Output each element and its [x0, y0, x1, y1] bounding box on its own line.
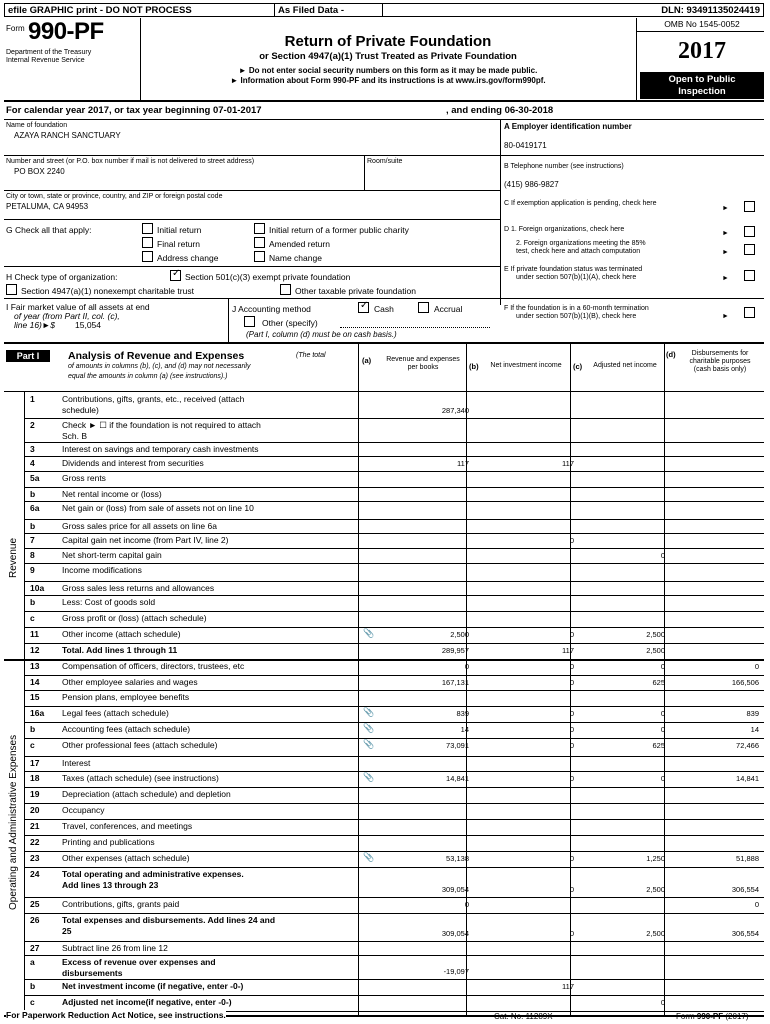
col-a-tag: (a): [362, 356, 372, 365]
col-b-tag: (b): [469, 362, 479, 371]
footer-form-year: (2017): [725, 1012, 749, 1021]
f-checkbox[interactable]: [744, 307, 755, 318]
open-line1: Open to Public: [668, 74, 736, 85]
col-a-value: 839: [456, 709, 469, 718]
initial-return-former-label: Initial return of a former public charity: [269, 225, 409, 235]
table-row: [4, 627, 764, 643]
table-row: [4, 690, 764, 706]
col-b-value: 117: [562, 646, 574, 655]
f-label-a: F If the foundation is in a 60-month termination: [504, 305, 649, 312]
row-line-number: 25: [30, 899, 40, 909]
e-label-a: E If private foundation status was terminated: [504, 266, 643, 273]
row-line-number: 2: [30, 420, 35, 430]
part1-note1: (The total: [296, 352, 326, 359]
table-row: [4, 501, 764, 519]
irs-label: Internal Revenue Service: [6, 57, 85, 64]
name-change-label: Name change: [269, 253, 322, 263]
banner-dln: DLN: 93491135024419: [661, 4, 760, 16]
cash-label: Cash: [374, 304, 394, 314]
table-row: [4, 867, 764, 897]
col-d-header: Disbursements for charitable purposes (cash basis only): [689, 350, 751, 373]
table-row: [4, 595, 764, 611]
col-c-value: 2,500: [646, 646, 665, 655]
row-line-number: b: [30, 521, 36, 531]
col-a-value: 53,138: [446, 854, 469, 863]
d1-checkbox[interactable]: [744, 226, 755, 237]
row-description: Depreciation (attach schedule) and depletion: [62, 789, 231, 799]
city-value: PETALUMA, CA 94953: [6, 202, 89, 211]
open-line2: Inspection: [678, 86, 726, 97]
table-row: [4, 897, 764, 913]
d2-label-b: test, check here and attach computation: [516, 248, 641, 255]
side-expenses: Operating and Administrative Expenses: [8, 734, 19, 910]
h-other-label: Other taxable private foundation: [295, 286, 416, 296]
part1-note2: of amounts in columns (b), (c), and (d) may not necessarily: [68, 363, 251, 370]
row-description: Excess of revenue over expenses and disbursements: [62, 957, 216, 978]
table-row: [4, 533, 764, 548]
accrual-label: Accrual: [434, 304, 463, 314]
row-line-number: 7: [30, 535, 35, 545]
i-line1: I Fair market value of all assets at end: [6, 302, 150, 312]
checkmark-icon: ✓: [172, 268, 181, 279]
table-row: [4, 563, 764, 581]
col-b-value: 117: [562, 982, 574, 991]
col-a-value: 0: [464, 900, 469, 909]
tax-year: 2017: [678, 38, 726, 64]
row-description: Other professional fees (attach schedule): [62, 740, 218, 750]
col-a-value: -19,097: [443, 967, 469, 976]
row-description: Contributions, gifts, grants, etc., received (attach schedule): [62, 394, 245, 415]
row-line-number: b: [30, 981, 36, 991]
c-exemption-label: C If exemption application is pending, check here: [504, 200, 657, 207]
table-row: [4, 787, 764, 803]
row-line-number: a: [30, 957, 35, 967]
col-a-value: 289,957: [441, 646, 469, 655]
row-description: Taxes (attach schedule) (see instructions): [62, 773, 219, 783]
row-description: Other income (attach schedule): [62, 629, 181, 639]
calendar-year: For calendar year 2017, or tax year beginning 07-01-2017: [6, 105, 262, 116]
table-row: [4, 771, 764, 787]
table-row: [4, 756, 764, 771]
f-label-b: under section 507(b)(1)(B), check here: [516, 313, 637, 320]
table-row: [4, 941, 764, 955]
attachment-icon[interactable]: 📎: [363, 723, 375, 733]
info-line: ► Information about Form 990-PF and its instructions is at www.irs.gov/form990pf.: [230, 76, 546, 85]
ein-label: A Employer identification number: [504, 122, 632, 131]
amended-return-checkbox[interactable]: [254, 237, 265, 248]
row-description: Net gain or (loss) from sale of assets not on line 10: [62, 503, 254, 513]
col-a-value: 287,340: [441, 406, 469, 415]
row-line-number: 3: [30, 444, 35, 454]
side-revenue: Revenue: [8, 537, 19, 578]
table-row: [4, 979, 764, 995]
col-c-value: 0: [660, 725, 665, 734]
form-prefix: Form: [6, 24, 25, 33]
footer-form-label: [676, 1012, 749, 1021]
col-d-value: 14: [750, 725, 759, 734]
table-row: [4, 722, 764, 738]
row-line-number: 18: [30, 773, 40, 783]
col-c-value: 1,250: [646, 854, 665, 863]
col-d-value: 839: [746, 709, 759, 718]
row-description: Contributions, gifts, grants paid: [62, 899, 180, 909]
col-a-value: 309,054: [441, 885, 469, 894]
street-label: Number and street (or P.O. box number if mail is not delivered to street address): [6, 158, 255, 165]
col-b-value: 0: [569, 630, 574, 639]
col-a-value: 167,131: [441, 678, 469, 687]
table-row: [4, 456, 764, 471]
col-a-value: 309,054: [441, 929, 469, 938]
f-arrow-icon: ►: [722, 313, 729, 320]
row-description: Total expenses and disbursements. Add lines 24 and 25: [62, 915, 276, 936]
row-description: Gross rents: [62, 473, 106, 483]
checkmark-icon: ✓: [360, 300, 369, 311]
col-d-value: 51,888: [736, 854, 759, 863]
row-line-number: 14: [30, 677, 40, 687]
row-line-number: 21: [30, 821, 40, 831]
form-subtitle: or Section 4947(a)(1) Trust Treated as Private Foundation: [259, 51, 517, 62]
row-description: Interest on savings and temporary cash investments: [62, 444, 259, 454]
col-c-value: 0: [660, 709, 665, 718]
col-b-value: 0: [569, 678, 574, 687]
e-arrow-icon: ►: [722, 275, 729, 282]
initial-return-former-checkbox[interactable]: [254, 223, 265, 234]
address-change-checkbox[interactable]: [142, 251, 153, 262]
row-description: Compensation of officers, directors, trustees, etc: [62, 661, 245, 671]
col-c-value: 0: [660, 774, 665, 783]
row-description: Gross sales price for all assets on line 6a: [62, 521, 217, 531]
row-line-number: 16a: [30, 708, 45, 718]
row-line-number: 27: [30, 943, 40, 953]
table-row: [4, 519, 764, 533]
h-4947-checkbox[interactable]: [6, 284, 17, 295]
street-value: PO BOX 2240: [14, 167, 65, 176]
final-return-checkbox[interactable]: [142, 237, 153, 248]
row-line-number: 12: [30, 645, 40, 655]
cash-basis-note: (Part I, column (d) must be on cash basis.): [246, 330, 397, 339]
table-row: [4, 487, 764, 501]
attachment-icon[interactable]: 📎: [363, 739, 375, 749]
other-method-checkbox[interactable]: [244, 316, 255, 327]
table-row: [4, 548, 764, 563]
open-to-public-badge: [640, 72, 764, 99]
form-number: 990-PF: [28, 18, 104, 45]
g-label: G Check all that apply:: [6, 225, 92, 235]
row-line-number: b: [30, 489, 36, 499]
col-b-value: 0: [569, 885, 574, 894]
d2-label-a: 2. Foreign organizations meeting the 85%: [516, 240, 646, 247]
row-line-number: 11: [30, 629, 39, 639]
col-c-value: 2,500: [646, 929, 665, 938]
table-row: [4, 611, 764, 627]
col-a-value: 73,091: [446, 741, 469, 750]
col-d-value: 306,554: [731, 885, 759, 894]
address-change-label: Address change: [157, 253, 219, 263]
part1-title: Analysis of Revenue and Expenses: [68, 350, 245, 362]
table-row: [4, 706, 764, 722]
row-line-number: 22: [30, 837, 40, 847]
col-c-tag: (c): [573, 362, 583, 371]
table-row: [4, 418, 764, 442]
row-description: Check ► ☐ if the foundation is not required to attach Sch. B: [62, 420, 261, 441]
table-row: [4, 471, 764, 487]
table-row: [4, 819, 764, 835]
attachment-icon[interactable]: 📎: [363, 772, 375, 782]
fmv-value: 15,054: [75, 320, 101, 330]
i-line3: line 16)►$: [14, 320, 56, 330]
table-row: [4, 995, 764, 1011]
col-a-value: 2,500: [450, 630, 469, 639]
col-d-value: 0: [754, 900, 759, 909]
row-line-number: c: [30, 997, 35, 1007]
col-c-value: 2,500: [646, 630, 665, 639]
col-d-tag: (d): [666, 350, 676, 359]
row-description: Gross profit or (loss) (attach schedule): [62, 613, 207, 623]
c-arrow-icon: ►: [722, 205, 729, 212]
col-b-header: Net investment income: [490, 362, 562, 369]
row-line-number: 8: [30, 550, 35, 560]
j-label: J Accounting method: [232, 304, 311, 314]
row-line-number: 15: [30, 692, 40, 702]
row-line-number: 19: [30, 789, 40, 799]
row-description: Pension plans, employee benefits: [62, 692, 190, 702]
phone-label: B Telephone number (see instructions): [504, 163, 624, 170]
footer-form-prefix: Form: [676, 1012, 695, 1021]
attachment-icon[interactable]: 📎: [363, 628, 375, 638]
col-d-value: 72,466: [736, 741, 759, 750]
table-row: [4, 643, 764, 659]
banner-mid: As Filed Data -: [275, 4, 383, 16]
col-b-value: 0: [569, 662, 574, 671]
h-501c3-label: Section 501(c)(3) exempt private foundation: [185, 272, 351, 282]
city-label: City or town, state or province, country, and ZIP or foreign postal code: [6, 193, 223, 200]
h-label: H Check type of organization:: [6, 272, 118, 282]
table-row: [4, 392, 764, 418]
col-b-value: 0: [569, 774, 574, 783]
row-description: Income modifications: [62, 565, 142, 575]
d2-arrow-icon: ►: [722, 249, 729, 256]
table-row: [4, 675, 764, 690]
table-row: [4, 581, 764, 595]
row-line-number: 23: [30, 853, 40, 863]
col-b-value: 117: [562, 459, 574, 468]
part1-tag: Part I: [6, 350, 50, 362]
table-row: [4, 738, 764, 756]
row-line-number: 13: [30, 661, 40, 671]
row-description: Dividends and interest from securities: [62, 458, 204, 468]
col-c-value: 0: [660, 998, 665, 1007]
col-a-header: Revenue and expenses per books: [386, 356, 460, 371]
i-line2: of year (from Part II, col. (c),: [14, 311, 120, 321]
col-b-value: 0: [569, 929, 574, 938]
e-label-b: under section 507(b)(1)(A), check here: [516, 274, 637, 281]
omb-number: OMB No 1545-0052: [664, 19, 740, 29]
row-description: Less: Cost of goods sold: [62, 597, 156, 607]
col-b-value: 0: [569, 854, 574, 863]
row-description: Other employee salaries and wages: [62, 677, 198, 687]
table-row: [4, 955, 764, 979]
h-other-checkbox[interactable]: [280, 284, 291, 295]
footer-form-number: 990-PF: [696, 1012, 724, 1021]
banner-left: efile GRAPHIC print - DO NOT PROCESS: [5, 4, 275, 16]
form-title: Return of Private Foundation: [284, 33, 492, 50]
table-row: [4, 851, 764, 867]
cat-number: Cat. No. 11289X: [494, 1012, 553, 1021]
ssn-warning: ► Do not enter social security numbers on this form as it may be made public.: [238, 66, 538, 75]
e-checkbox[interactable]: [744, 270, 755, 281]
final-return-label: Final return: [157, 239, 200, 249]
initial-return-label: Initial return: [157, 225, 202, 235]
row-line-number: 6a: [30, 503, 40, 513]
col-c-value: 625: [652, 678, 665, 687]
row-line-number: 1: [30, 394, 35, 404]
row-description: Net short-term capital gain: [62, 550, 162, 560]
row-description: Subtract line 26 from line 12: [62, 943, 168, 953]
row-description: Printing and publications: [62, 837, 155, 847]
d1-label: D 1. Foreign organizations, check here: [504, 226, 625, 233]
col-c-value: 625: [652, 741, 665, 750]
phone-value: (415) 986-9827: [504, 180, 559, 189]
row-line-number: 10a: [30, 583, 45, 593]
dept-treasury: Department of the Treasury: [6, 49, 92, 56]
row-line-number: c: [30, 613, 35, 623]
row-line-number: 4: [30, 458, 35, 468]
table-row: [4, 803, 764, 819]
attachment-icon[interactable]: 📎: [363, 707, 375, 717]
row-description: Total operating and administrative expenses. Add lines 13 through 23: [62, 869, 244, 890]
row-line-number: 26: [30, 915, 40, 925]
c-exemption-checkbox[interactable]: [744, 201, 755, 212]
col-d-value: 306,554: [731, 929, 759, 938]
col-a-value: 14,841: [446, 774, 469, 783]
row-line-number: 9: [30, 565, 35, 575]
foundation-name: AZAYA RANCH SANCTUARY: [14, 131, 121, 140]
row-line-number: b: [30, 724, 36, 734]
col-c-header: Adjusted net income: [593, 362, 657, 369]
cash-checkbox[interactable]: [358, 302, 369, 313]
col-b-value: 0: [569, 709, 574, 718]
row-description: Legal fees (attach schedule): [62, 708, 169, 718]
col-c-value: 0: [660, 662, 665, 671]
col-a-value: 14: [460, 725, 469, 734]
row-description: Interest: [62, 758, 91, 768]
table-row: [4, 442, 764, 456]
row-line-number: 17: [30, 758, 40, 768]
col-d-value: 14,841: [736, 774, 759, 783]
col-d-value: 166,506: [731, 678, 759, 687]
accrual-checkbox[interactable]: [418, 302, 429, 313]
table-row: [4, 835, 764, 851]
table-row: [4, 913, 764, 941]
ein-value: 80-0419171: [504, 141, 547, 150]
name-label: Name of foundation: [6, 122, 68, 129]
row-line-number: 20: [30, 805, 40, 815]
col-b-value: 0: [569, 725, 574, 734]
row-line-number: c: [30, 740, 35, 750]
d1-arrow-icon: ►: [722, 230, 729, 237]
row-description: Occupancy: [62, 805, 105, 815]
d2-checkbox[interactable]: [744, 244, 755, 255]
row-description: Net investment income (if negative, enter -0-): [62, 981, 244, 991]
row-description: Net rental income or (loss): [62, 489, 162, 499]
h-501c3-checkbox[interactable]: [170, 270, 181, 281]
col-d-value: 0: [754, 662, 759, 671]
table-row: [4, 659, 764, 675]
amended-return-label: Amended return: [269, 239, 330, 249]
row-line-number: 5a: [30, 473, 40, 483]
other-method-label: Other (specify): [262, 318, 318, 328]
row-description: Accounting fees (attach schedule): [62, 724, 191, 734]
col-a-value: 0: [464, 662, 469, 671]
row-description: Travel, conferences, and meetings: [62, 821, 193, 831]
part1-note3: equal the amounts in column (a) (see instructions).): [68, 373, 228, 380]
row-description: Capital gain net income (from Part IV, line 2): [62, 535, 229, 545]
paperwork-notice: For Paperwork Reduction Act Notice, see instructions.: [6, 1010, 226, 1020]
row-description: Total. Add lines 1 through 11: [62, 645, 178, 655]
col-c-value: 0: [660, 551, 665, 560]
col-b-value: 0: [569, 741, 574, 750]
row-description: Adjusted net income(if negative, enter -0-): [62, 997, 232, 1007]
row-line-number: b: [30, 597, 36, 607]
top-banner: [4, 3, 764, 17]
col-b-value: 0: [569, 536, 574, 545]
initial-return-checkbox[interactable]: [142, 223, 153, 234]
row-description: Other expenses (attach schedule): [62, 853, 190, 863]
row-description: Gross sales less returns and allowances: [62, 583, 215, 593]
room-label: Room/suite: [367, 158, 403, 165]
row-line-number: 24: [30, 869, 40, 879]
calendar-ending: , and ending 06-30-2018: [446, 105, 554, 116]
attachment-icon[interactable]: 📎: [363, 852, 375, 862]
col-a-value: 117: [457, 459, 469, 468]
h-4947-label: Section 4947(a)(1) nonexempt charitable trust: [21, 286, 194, 296]
col-c-value: 2,500: [646, 885, 665, 894]
name-change-checkbox[interactable]: [254, 251, 265, 262]
